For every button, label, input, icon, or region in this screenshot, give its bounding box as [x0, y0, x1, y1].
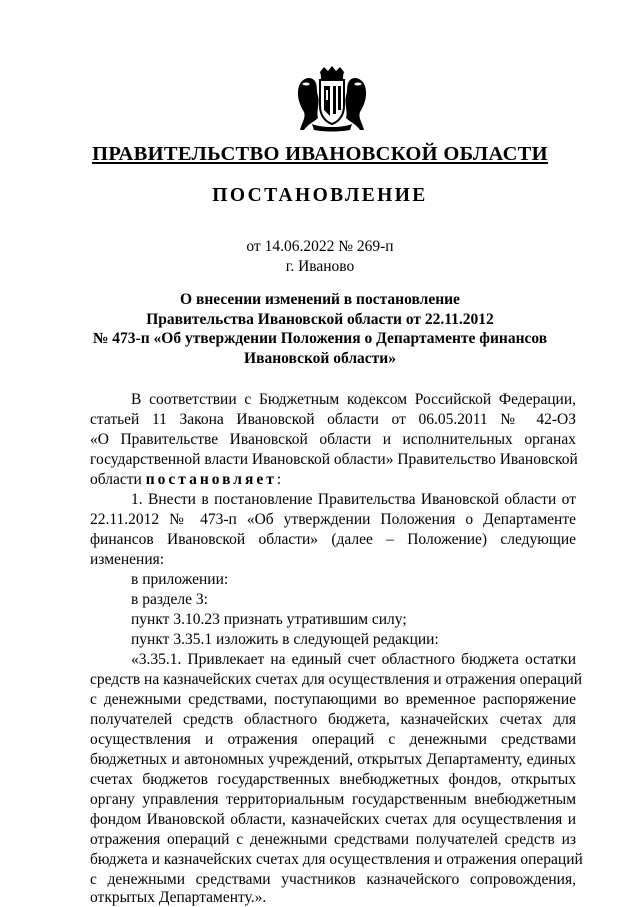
body-line: в приложении: — [131, 571, 229, 588]
resolution-keyword: постановляет — [145, 471, 277, 488]
subject-line: Правительства Ивановской области от 22.11.2012 — [146, 310, 494, 328]
body-line: статьей 11 Закона Ивановской области от 06.05.2011 № 42-ОЗ — [90, 411, 576, 428]
ivanovo-coat-of-arms-icon — [296, 66, 368, 132]
quote-line: бюджетных и автономных учреждений, открытых Департаменту, единых — [90, 751, 576, 768]
quote-line: фондом Ивановской области, казначейских счетах для осуществления и — [90, 811, 576, 828]
quote-line: бюджета и казначейских счетах для осуществления и отражения операций — [90, 851, 583, 868]
quote-line: с денежными средствами участников казначейского сопровождения, — [90, 871, 576, 888]
quote-line: средств на казначейских счетах для осуществления и отражения операций — [90, 671, 583, 688]
quote-line: счетах бюджетов государственных внебюджетных фондов, открытых — [90, 771, 576, 788]
quote-line: отражения операций с денежными средствами получателей средств из — [90, 831, 576, 848]
subject-line: № 473-п «Об утверждении Положения о Департаменте финансов — [92, 330, 548, 347]
date-number: от 14.06.2022 № 269-п — [246, 238, 394, 255]
body-line: государственной власти Ивановской области» Правительство Ивановской — [90, 451, 578, 468]
document-subject — [90, 290, 550, 368]
city: г. Иваново — [285, 258, 355, 275]
document-type: ПОСТАНОВЛЕНИЕ — [212, 185, 428, 206]
subject-line: О внесении изменений в постановление — [180, 291, 460, 308]
quote-line: с денежными средствами, поступающими во временное распоряжение — [90, 691, 576, 708]
government-title: ПРАВИТЕЛЬСТВО ИВАНОВСКОЙ ОБЛАСТИ — [92, 143, 548, 165]
quote-line: открытых Департаменту.». — [90, 889, 267, 906]
body-line: «О Правительстве Ивановской области и исполнительных органах — [90, 431, 576, 448]
body-line: 1. Внести в постановление Правительства Ивановской области от — [131, 491, 576, 508]
quote-line: «3.35.1. Привлекает на единый счет областного бюджета остатки — [131, 651, 576, 668]
quote-line: получателей средств областного бюджета, казначейских счетах для — [90, 711, 576, 728]
body-line: финансов Ивановской области» (далее – Положение) следующие — [90, 531, 576, 548]
quote-line: органу управления территориальным государственным внебюджетным — [90, 791, 576, 808]
body-line: 22.11.2012 № 473-п «Об утверждении Положения о Департаменте — [90, 511, 576, 528]
quote-line: осуществления и отражения операций с денежными средствами — [90, 731, 576, 748]
body-line: В соответствии с Бюджетным кодексом Российской Федерации, — [131, 391, 576, 408]
body-text: : — [276, 471, 282, 488]
body-line: пункт 3.10.23 признать утратившим силу; — [131, 611, 407, 628]
body-line: пункт 3.35.1 изложить в следующей редакции: — [131, 631, 439, 648]
body-line: в разделе 3: — [131, 591, 208, 608]
body-line — [90, 470, 281, 489]
body-line: изменения: — [90, 551, 165, 568]
subject-line: Ивановской области» — [244, 349, 396, 367]
body-text: области — [90, 471, 146, 488]
